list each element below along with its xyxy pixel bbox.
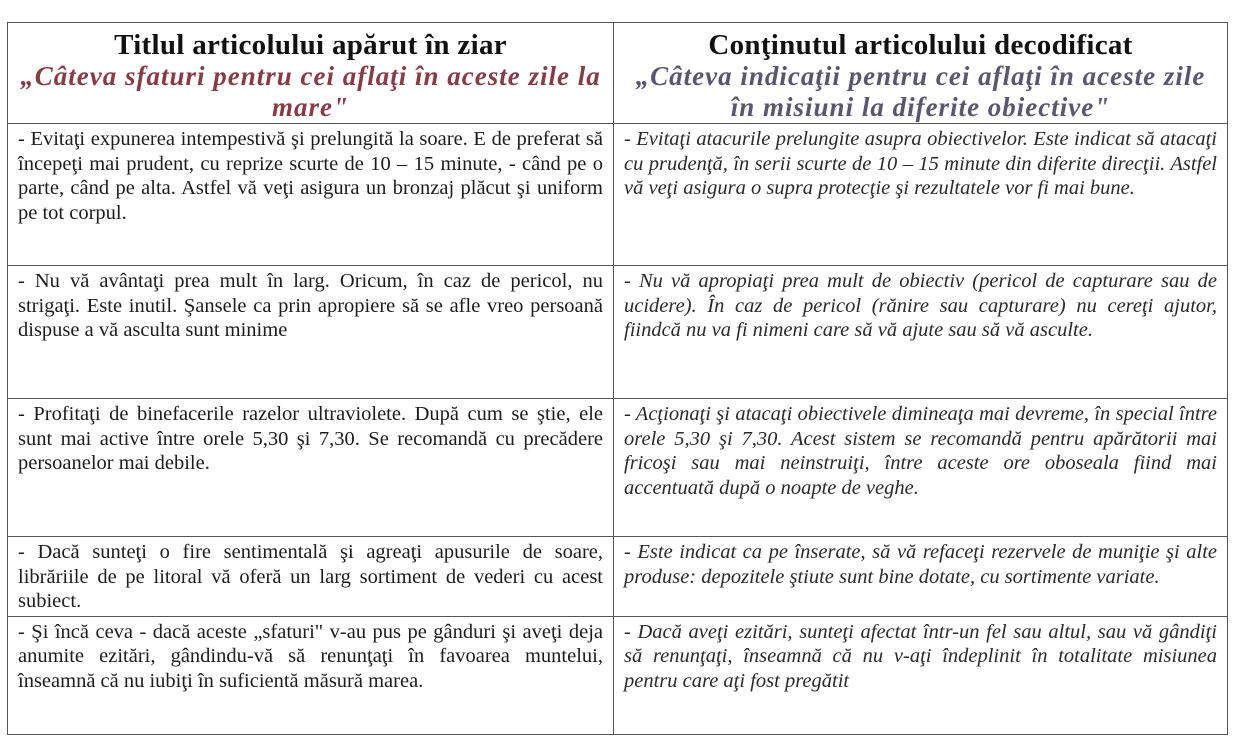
table-row bbox=[8, 537, 1228, 617]
left-header-subtitle: „Câteva sfaturi pentru cei aflaţi în aceste zile la mare" bbox=[20, 61, 601, 122]
left-cell-advice: - Şi încă ceva - dacă aceste „sfaturi" v-au pus pe gânduri şi aveţi deja anumite ezitări, gândindu-vă să renunţaţi în favoarea muntelui, înseamnă că nu iubiţi în suficientă măsură marea. bbox=[8, 616, 614, 734]
right-cell-decoded: - Acţionaţi şi atacaţi obiectivele dimineaţa mai devreme, în special între orele 5,30 şi 7,30. Acest sistem se recomandă pentru apărătorii mai fricoşi sau mai neinstruiţi, între aceste ore oboseala fiind mai accentuată după o noapte de veghe. bbox=[614, 399, 1228, 537]
right-cell-decoded: - Evitaţi atacurile prelungite asupra obiectivelor. Este indicat să atacaţi cu prudenţă, în serii scurte de 10 – 15 minute din diferite direcţii. Astfel vă veţi asigura o supra protecţie şi rezultatele vor fi mai bune. bbox=[614, 124, 1228, 266]
table-row bbox=[8, 616, 1228, 734]
comparison-table bbox=[7, 22, 1228, 735]
table-row bbox=[8, 399, 1228, 537]
left-cell-advice: - Nu vă avântaţi prea mult în larg. Oricum, în caz de pericol, nu strigaţi. Este inutil. Şansele ca prin apropiere să se afle vreo persoană dispuse a vă asculta sunt minime bbox=[8, 266, 614, 399]
table-row bbox=[8, 124, 1228, 266]
right-header-cell bbox=[614, 23, 1228, 124]
right-header-subtitle: „Câteva indicaţii pentru cei aflaţi în aceste zile în misiuni la diferite obiective" bbox=[635, 61, 1206, 122]
table-header-row bbox=[8, 23, 1228, 124]
left-cell-advice: - Evitaţi expunerea intempestivă şi prelungită la soare. E de preferat să începeţi mai prudent, cu reprize scurte de 10 – 15 minute, - când pe o parte, când pe alta. Astfel vă veţi asigura un bronzaj plăcut şi uniform pe tot corpul. bbox=[8, 124, 614, 266]
right-cell-decoded: - Este indicat ca pe înserate, să vă refaceţi rezervele de muniţie şi alte produse: depozitele ştiute sunt bine dotate, cu sortimente variate. bbox=[614, 537, 1228, 617]
left-header-title: Titlul articolului apărut în ziar bbox=[114, 29, 507, 61]
right-cell-decoded: - Nu vă apropiaţi prea mult de obiectiv (pericol de capturare sau de ucidere). În caz de pericol (rănire sau capturare) nu cereţi ajutor, fiindcă nu va fi nimeni care să vă ajute sau să vă asculte. bbox=[614, 266, 1228, 399]
right-header-title: Conţinutul articolului decodificat bbox=[708, 29, 1133, 61]
left-cell-advice: - Profitaţi de binefacerile razelor ultraviolete. După cum se ştie, ele sunt mai active între orele 5,30 şi 7,30. Se recomandă cu precădere persoanelor mai debile. bbox=[8, 399, 614, 537]
left-cell-advice: - Dacă sunteţi o fire sentimentală şi agreaţi apusurile de soare, librăriile de pe litoral vă oferă un larg sortiment de vederi cu acest subiect. bbox=[8, 537, 614, 617]
left-header-cell bbox=[8, 23, 614, 124]
table-row bbox=[8, 266, 1228, 399]
right-cell-decoded: - Dacă aveţi ezitări, sunteţi afectat într-un fel sau altul, sau vă gândiţi să renunţaţi, înseamnă că nu v-aţi îndeplinit în totalitate misiunea pentru care aţi fost pregătit bbox=[614, 616, 1228, 734]
